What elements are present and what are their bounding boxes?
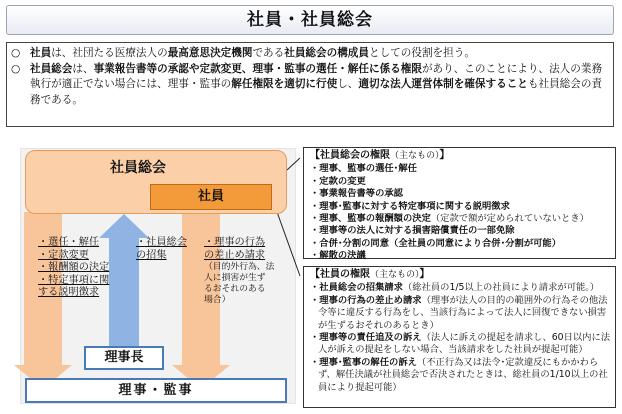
label-line <box>38 275 109 288</box>
intro-text: があり、このことにより、法人の業務執行が適正でない場合には、理事・監事の <box>30 62 603 90</box>
heading-text: 【社員の権限 <box>310 269 370 280</box>
list-item <box>310 176 611 188</box>
item-bold: ・解散の決議 <box>310 250 366 262</box>
label-note: るおそれのある <box>204 284 266 295</box>
intro-text: としての役割を担う。 <box>369 47 475 59</box>
shain-sokai-label: 社員総会 <box>110 160 166 176</box>
heading-text: 【社員総会の権限 <box>310 150 390 161</box>
intro-text: である <box>252 47 285 59</box>
label-text: の差止め請求 <box>204 249 266 261</box>
arrow-left-labels <box>38 237 109 300</box>
label-line <box>38 262 109 275</box>
panel-heading <box>310 269 611 281</box>
list-item <box>310 213 611 225</box>
item-note: （理事が法人の目的の範囲外の行為その他法令等に違反する行為をし、当該行為によって法人に回復できない損害が生ずるおそれのあるとき） <box>318 294 608 331</box>
label-text: ・定款変更 <box>38 249 89 261</box>
panel-heading <box>310 150 611 162</box>
intro-text: は、社団たる医療法人の <box>51 47 168 59</box>
label-text: の招集 <box>136 249 167 261</box>
intro-text: 社員総会 <box>30 62 73 75</box>
label-text: ・社員総会 <box>136 237 187 248</box>
label-text: ・選任・解任 <box>38 237 100 248</box>
intro-text: 事業報告書等の承認や定款変更、理事・監事の選任・解任に係る権限 <box>93 62 422 75</box>
item-bold: ・社員総会の招集請求 <box>310 282 403 294</box>
label-note: 人に損害が生ず <box>204 273 266 284</box>
label-line <box>38 250 109 263</box>
heading-sub: （主なもの） <box>370 270 420 280</box>
item-bold: ・定款の変更 <box>310 175 366 187</box>
label-text: ・理事の行為 <box>204 237 266 248</box>
intro-text: は、 <box>72 62 94 75</box>
list-item <box>310 188 611 200</box>
item-note: （法人に訴えの提起を請求し、60日以内に法人が訴えの提起をしない場合、当該請求をした社員が提起可能） <box>318 332 611 356</box>
item-bold: ・理事、監事の選任･解任 <box>310 163 417 175</box>
list-item <box>310 225 611 237</box>
intro-text: し、 <box>337 78 359 90</box>
label-note: 場合） <box>204 295 231 306</box>
authority-list <box>310 163 611 262</box>
arrow-mid-labels <box>136 237 187 262</box>
label-line <box>136 237 187 250</box>
item-bold: ・理事等の責任追及の訴え <box>310 332 422 344</box>
shain-box: 社員 <box>150 184 272 210</box>
label-line <box>38 287 109 300</box>
label-line <box>136 250 187 263</box>
heading-sub: （主なもの） <box>390 151 440 161</box>
label-note: （目的外行為、法 <box>204 262 275 273</box>
item-bold: ・理事･監事に対する特定事項に関する説明徴求 <box>310 200 510 212</box>
list-item <box>310 201 611 213</box>
bullet-mark: ○ <box>11 62 21 75</box>
list-item <box>310 295 611 332</box>
shain-authority-panel <box>303 266 616 408</box>
item-note: （定款で額が定められていないとき） <box>430 213 589 225</box>
list-item <box>310 238 611 250</box>
heading-end: 】 <box>439 150 450 161</box>
item-bold: ・理事･監事の解任の訴え <box>310 356 417 368</box>
label-text: ・特定事項に関 <box>38 274 110 286</box>
item-bold: ・事業報告書等の承認 <box>310 188 403 200</box>
list-item <box>310 250 611 262</box>
item-bold: ・理事、監事の報酬額の決定 <box>310 213 431 225</box>
item-note: （不正行為又は法令･定款違反にもかかわらず、解任決議が社員総会で否決されたときは、総社員の1/10以上の社員により提起可能） <box>318 356 608 393</box>
label-text: ・報酬額の決定 <box>38 262 110 274</box>
label-line <box>204 250 274 263</box>
heading-end: 】 <box>419 269 430 280</box>
list-item <box>310 163 611 175</box>
shain-sokai-authority-panel <box>303 147 616 262</box>
intro-text: も社員総会の責務である。 <box>30 78 603 106</box>
intro-text: 社員 <box>30 47 52 59</box>
bullet-mark: ○ <box>11 47 21 59</box>
item-bold: ・合併･分割の同意（全社員の同意により合併･分割が可能） <box>310 237 562 249</box>
label-text: する説明徴求 <box>38 287 100 299</box>
list-item <box>310 282 611 294</box>
intro-text: 適切な法人運営体制を確保すること <box>358 78 528 90</box>
page-title: 社員・社員総会 <box>6 5 614 35</box>
rijicho-box: 理事長 <box>84 346 164 370</box>
item-note: （総社員の1/5以上の社員により請求が可能。） <box>402 282 600 294</box>
arrow-right-labels <box>204 237 274 306</box>
authority-list <box>310 282 611 394</box>
intro-text: 最高意思決定機関 <box>167 47 253 59</box>
riji-kanji-box: 理事・監事 <box>25 378 287 403</box>
list-item <box>310 357 611 394</box>
item-bold: ・理事等の法人に対する損害賠償責任の一部免除 <box>310 225 515 237</box>
item-bold: ・理事の行為の差止め請求 <box>310 294 422 306</box>
label-line <box>204 237 274 250</box>
connector-panel1 <box>287 158 300 170</box>
label-line <box>38 237 109 250</box>
intro-text: 解任権限を適切に行使 <box>231 78 338 90</box>
list-item <box>310 332 611 357</box>
intro-text: 社員総会の構成員 <box>284 47 369 59</box>
